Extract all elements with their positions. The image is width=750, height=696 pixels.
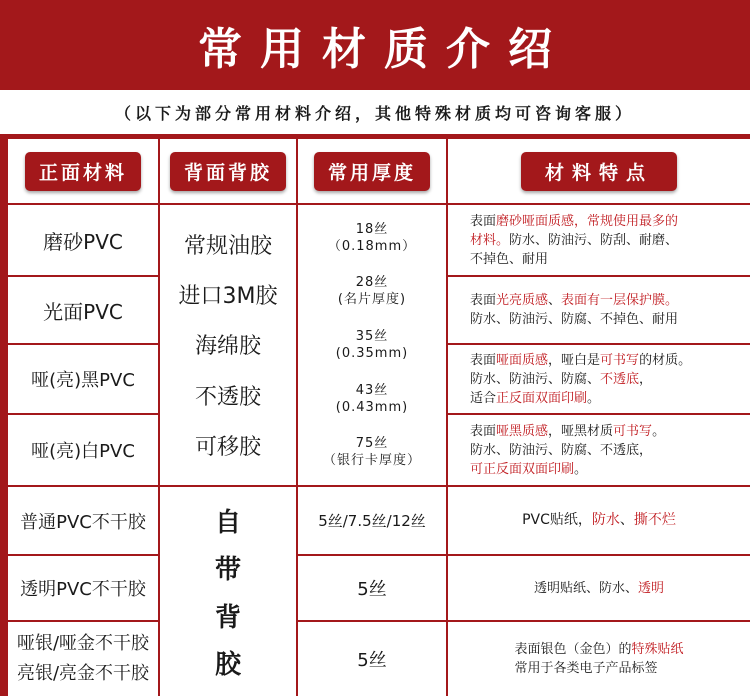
material-glossy-metallic: 亮银/亮金不干胶: [16, 663, 150, 684]
column-header-front: 正面材料: [25, 152, 141, 191]
feature-glossy-pvc: 表面光亮质感、表面有一层保护膜。 防水、防油污、防腐、不掉色、耐用: [448, 277, 750, 343]
glue-removable: 可移胶: [194, 435, 261, 461]
feature-normal-sticker: PVC贴纸，防水、撕不烂: [448, 487, 750, 554]
thickness-43: 43丝 (0.43mm): [335, 382, 409, 415]
page-title: 常用材质介绍: [198, 24, 570, 75]
material-matte-metallic: 哑银/哑金不干胶: [16, 633, 150, 654]
thickness-35: 35丝 (0.35mm): [335, 328, 409, 361]
material-frosted-pvc: 磨砂PVC: [8, 205, 158, 275]
material-glossy-pvc: 光面PVC: [8, 277, 158, 343]
thickness-75: 75丝 （银行卡厚度）: [322, 436, 421, 469]
glue-sponge: 海绵胶: [194, 334, 261, 360]
self-adhesive-label: 自 带 背 胶: [160, 487, 296, 696]
header-cell-front: [8, 139, 158, 203]
glue-imported-3m: 进口3M胶: [178, 284, 278, 310]
glue-opaque: 不透胶: [194, 384, 261, 410]
thickness-sticker-options: 5丝/7.5丝/12丝: [298, 487, 446, 554]
title-banner: [0, 0, 750, 90]
column-header-back: 背面背胶: [170, 152, 286, 191]
thickness-18: 18丝 （0.18mm）: [327, 221, 417, 254]
page-subtitle: （以下为部分常用材料介绍，其他特殊材质均可咨询客服）: [114, 103, 635, 123]
thickness-list: [298, 205, 446, 485]
material-white-pvc: 哑(亮)白PVC: [8, 415, 158, 485]
column-header-thickness: 常用厚度: [314, 152, 430, 191]
glue-regular-oil: 常规油胶: [183, 233, 272, 259]
thickness-28: 28丝 (名片厚度): [337, 275, 407, 308]
header-cell-features: [448, 139, 750, 203]
material-clear-pvc-sticker: 透明PVC不干胶: [8, 556, 158, 620]
feature-white-pvc: 表面哑黑质感，哑黑材质可书写。 防水、防油污、防腐、不透底， 可正反面双面印刷。: [448, 415, 750, 485]
header-cell-back: [160, 139, 296, 203]
material-table: [0, 134, 750, 696]
glue-list: [160, 205, 296, 485]
feature-metallic-sticker: 表面银色（金色）的特殊贴纸 常用于各类电子产品标签: [448, 622, 750, 696]
feature-black-pvc: 表面哑面质感，哑白是可书写的材质。 防水、防油污、防腐、不透底， 适合正反面双面印刷。: [448, 345, 750, 413]
column-header-features: 材料特点: [521, 152, 677, 191]
material-black-pvc: 哑(亮)黑PVC: [8, 345, 158, 413]
thickness-metallic-sticker: 5丝: [298, 622, 446, 696]
thickness-clear-sticker: 5丝: [298, 556, 446, 620]
feature-frosted-pvc: 表面磨砂哑面质感，常规使用最多的 材料。防水、防油污、防刮、耐磨、 不掉色、耐用: [448, 205, 750, 275]
header-cell-thickness: [298, 139, 446, 203]
material-normal-pvc-sticker: 普通PVC不干胶: [8, 487, 158, 554]
feature-clear-sticker: 透明贴纸、防水、透明: [448, 556, 750, 620]
material-metallic-sticker: [8, 622, 158, 696]
